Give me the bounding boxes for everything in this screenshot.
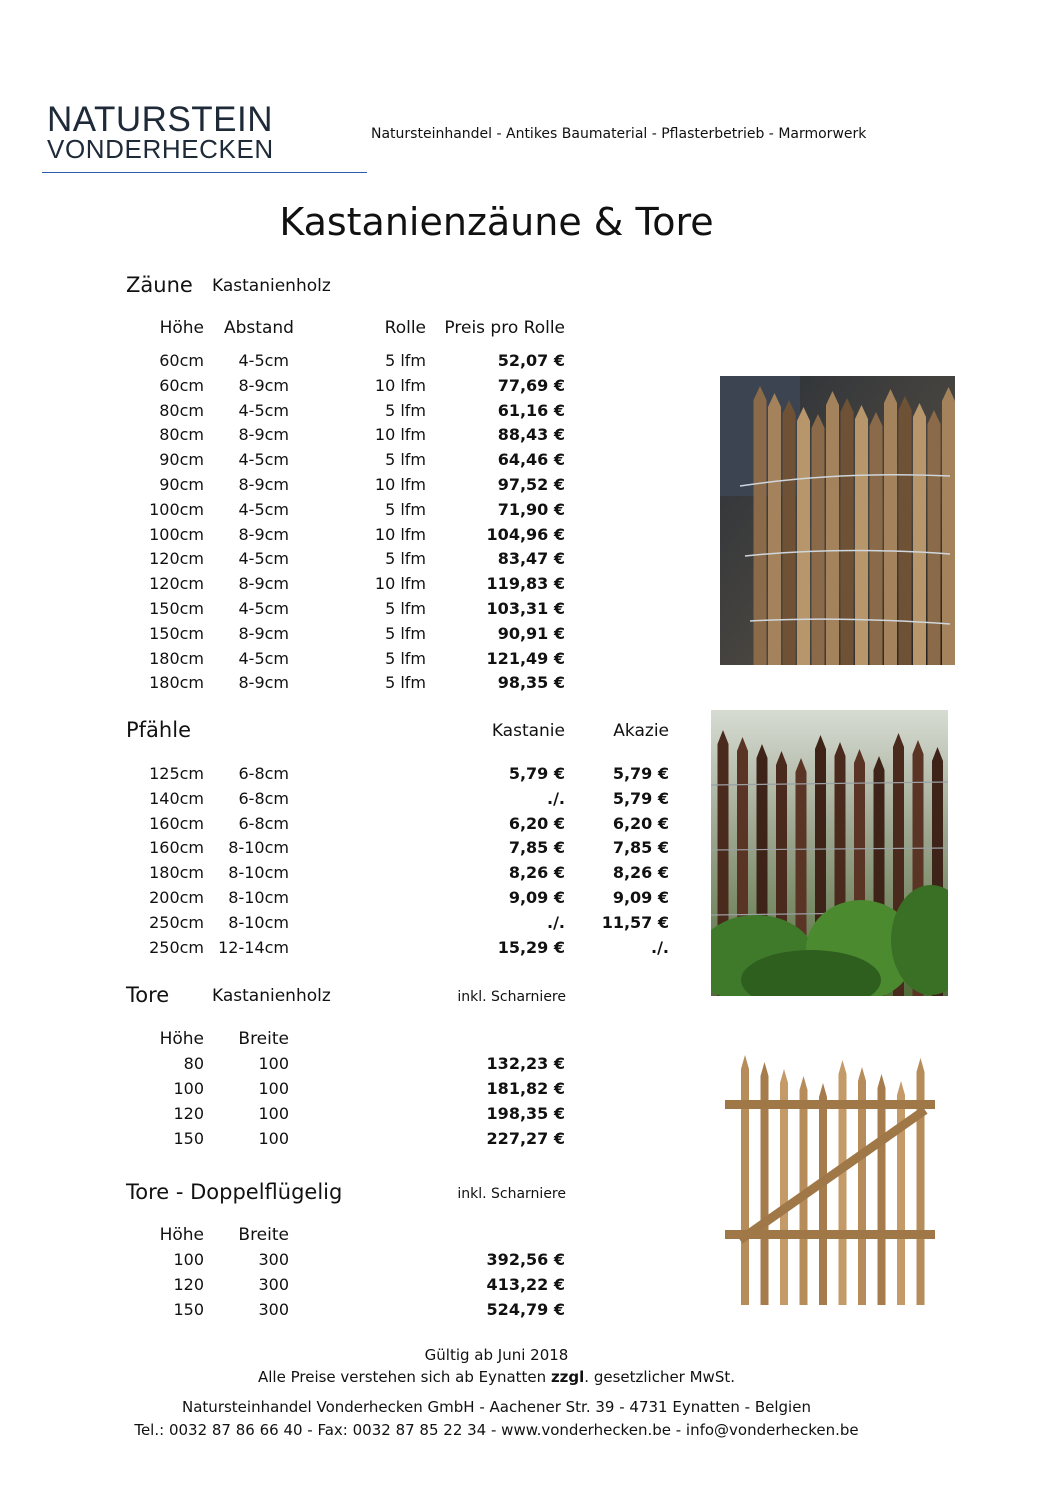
cell-hoehe: 100: [173, 1250, 204, 1269]
table-row: [0, 1104, 700, 1128]
cell-breite: 300: [258, 1300, 289, 1319]
cell-akazie: 5,79 €: [612, 788, 669, 808]
cell-kastanie: 15,29 €: [497, 937, 565, 957]
table-row: [0, 525, 700, 549]
section-title-tore: Tore: [126, 983, 170, 1007]
cell-rolle: 5 lfm: [385, 623, 426, 643]
cell-rolle: 10 lfm: [374, 425, 426, 445]
cell-abstand: 4-5cm: [238, 648, 289, 668]
table-row: [0, 500, 700, 524]
zaeune-header-row: [0, 318, 700, 342]
table-row: [0, 351, 700, 375]
cell-preis: 71,90 €: [497, 499, 565, 519]
cell-abstand: 8-9cm: [238, 673, 289, 693]
cell-durchmesser: 8-10cm: [228, 838, 289, 858]
cell-kastanie: ./.: [547, 788, 565, 808]
header-breite: Breite: [238, 1029, 289, 1049]
cell-preis: 61,16 €: [497, 400, 565, 420]
table-row: [0, 814, 700, 838]
header-preis: Preis pro Rolle: [444, 318, 565, 338]
photo-fence-rolls: [720, 376, 955, 665]
photo-gate: [720, 1050, 940, 1310]
section-title-pfaehle: Pfähle: [126, 718, 191, 742]
cell-hoehe: 90cm: [159, 450, 204, 470]
cell-preis: 198,35 €: [486, 1104, 565, 1123]
header-hoehe: Höhe: [159, 1225, 204, 1245]
cell-preis: 64,46 €: [497, 450, 565, 470]
cell-kastanie: 7,85 €: [508, 838, 565, 858]
cell-preis: 132,23 €: [486, 1054, 565, 1073]
cell-preis: 392,56 €: [486, 1250, 565, 1269]
cell-hoehe: 100: [173, 1079, 204, 1098]
table-row: [0, 376, 700, 400]
table-row: [0, 913, 700, 937]
cell-hoehe: 180cm: [149, 648, 204, 668]
section-subtitle-zaeune: Kastanienholz: [212, 276, 331, 296]
pfaehle-header-row: [0, 721, 700, 745]
cell-laenge: 160cm: [149, 838, 204, 858]
logo-underline: [42, 172, 367, 173]
cell-laenge: 250cm: [149, 937, 204, 957]
cell-akazie: 7,85 €: [612, 838, 669, 858]
cell-akazie: ./.: [651, 937, 669, 957]
cell-breite: 100: [258, 1054, 289, 1073]
cell-durchmesser: 8-10cm: [228, 912, 289, 932]
cell-preis: 121,49 €: [486, 648, 565, 668]
cell-hoehe: 100cm: [149, 524, 204, 544]
cell-laenge: 160cm: [149, 813, 204, 833]
cell-hoehe: 150cm: [149, 623, 204, 643]
cell-abstand: 8-9cm: [238, 375, 289, 395]
tore-doppel-note: inkl. Scharniere: [457, 1186, 566, 1202]
cell-durchmesser: 8-10cm: [228, 888, 289, 907]
cell-kastanie: 6,20 €: [508, 813, 565, 833]
section-subtitle-tore: Kastanienholz: [212, 986, 331, 1006]
footer-contact: Tel.: 0032 87 86 66 40 - Fax: 0032 87 85 22 34 - www.vonderhecken.be - info@vonderhecken.be: [134, 1421, 859, 1439]
page-title: Kastanienzäune & Tore: [279, 200, 714, 244]
cell-preis: 413,22 €: [486, 1275, 565, 1294]
cell-kastanie: 8,26 €: [508, 863, 565, 883]
table-row: [0, 574, 700, 598]
cell-breite: 300: [258, 1275, 289, 1294]
cell-hoehe: 120: [173, 1104, 204, 1123]
cell-rolle: 10 lfm: [374, 524, 426, 544]
table-row: [0, 863, 700, 887]
table-row: [0, 649, 700, 673]
header-hoehe: Höhe: [159, 318, 204, 338]
table-row: [0, 401, 700, 425]
header-akazie: Akazie: [613, 721, 669, 741]
cell-breite: 100: [258, 1129, 289, 1148]
cell-hoehe: 120cm: [149, 574, 204, 594]
table-row: [0, 624, 700, 648]
logo-vonderhecken: VONDERHECKEN: [47, 134, 274, 164]
cell-akazie: 5,79 €: [612, 764, 669, 783]
cell-hoehe: 100cm: [149, 499, 204, 519]
cell-rolle: 5 lfm: [385, 549, 426, 569]
cell-rolle: 5 lfm: [385, 599, 426, 618]
cell-breite: 100: [258, 1079, 289, 1098]
header-rolle: Rolle: [384, 318, 426, 338]
footer-company: Natursteinhandel Vonderhecken GmbH - Aachener Str. 39 - 4731 Eynatten - Belgien: [182, 1398, 811, 1416]
cell-abstand: 8-9cm: [238, 425, 289, 445]
cell-preis: 77,69 €: [497, 375, 565, 395]
table-row: [0, 1054, 700, 1078]
cell-rolle: 10 lfm: [374, 574, 426, 594]
table-row: [0, 1129, 700, 1153]
cell-akazie: 11,57 €: [601, 912, 669, 932]
cell-abstand: 4-5cm: [238, 599, 289, 618]
cell-abstand: 4-5cm: [238, 351, 289, 370]
cell-rolle: 10 lfm: [374, 375, 426, 395]
cell-hoehe: 120cm: [149, 549, 204, 569]
cell-hoehe: 80: [183, 1054, 204, 1073]
table-row: [0, 475, 700, 499]
cell-kastanie: ./.: [547, 912, 565, 932]
cell-kastanie: 9,09 €: [508, 888, 565, 907]
cell-rolle: 10 lfm: [374, 475, 426, 494]
section-title-zaeune: Zäune: [126, 273, 193, 297]
cell-abstand: 8-9cm: [238, 574, 289, 594]
cell-akazie: 6,20 €: [612, 813, 669, 833]
cell-preis: 181,82 €: [486, 1079, 565, 1098]
header-kastanie: Kastanie: [491, 721, 565, 741]
cell-breite: 300: [258, 1250, 289, 1269]
cell-abstand: 4-5cm: [238, 499, 289, 519]
cell-preis: 524,79 €: [486, 1300, 565, 1319]
tore-doppel-header-row: [0, 1225, 700, 1249]
table-row: [0, 1250, 700, 1274]
cell-preis: 119,83 €: [486, 574, 565, 594]
photo-fence-garden: [711, 710, 948, 996]
cell-rolle: 5 lfm: [385, 351, 426, 370]
table-row: [0, 1079, 700, 1103]
header-breite: Breite: [238, 1225, 289, 1245]
cell-abstand: 4-5cm: [238, 549, 289, 569]
cell-hoehe: 90cm: [159, 475, 204, 494]
cell-hoehe: 60cm: [159, 351, 204, 370]
cell-durchmesser: 6-8cm: [238, 764, 289, 783]
section-title-tore-doppel: Tore - Doppelflügelig: [126, 1180, 343, 1204]
cell-hoehe: 150cm: [149, 599, 204, 618]
cell-akazie: 8,26 €: [612, 863, 669, 883]
tore-note: inkl. Scharniere: [457, 989, 566, 1005]
cell-breite: 100: [258, 1104, 289, 1123]
cell-hoehe: 80cm: [159, 400, 204, 420]
cell-laenge: 250cm: [149, 912, 204, 932]
cell-hoehe: 60cm: [159, 375, 204, 395]
cell-preis: 90,91 €: [497, 623, 565, 643]
prices-note-zzgl: zzgl: [550, 1368, 585, 1386]
table-row: [0, 425, 700, 449]
table-row: [0, 673, 700, 697]
cell-durchmesser: 12-14cm: [218, 937, 289, 957]
footer-prices-note: [0, 1368, 993, 1386]
table-row: [0, 1275, 700, 1299]
cell-abstand: 8-9cm: [238, 475, 289, 494]
header-abstand: Abstand: [224, 318, 294, 338]
cell-kastanie: 5,79 €: [508, 764, 565, 783]
cell-preis: 98,35 €: [497, 673, 565, 693]
cell-laenge: 200cm: [149, 888, 204, 907]
cell-preis: 88,43 €: [497, 425, 565, 445]
cell-laenge: 125cm: [149, 764, 204, 783]
table-row: [0, 938, 700, 962]
cell-rolle: 5 lfm: [385, 400, 426, 420]
cell-preis: 104,96 €: [486, 524, 565, 544]
tore-header-row: [0, 1029, 700, 1053]
cell-preis: 97,52 €: [497, 475, 565, 494]
cell-durchmesser: 6-8cm: [238, 788, 289, 808]
table-row: [0, 1300, 700, 1324]
cell-rolle: 5 lfm: [385, 648, 426, 668]
cell-abstand: 4-5cm: [238, 400, 289, 420]
logo-naturstein: NATURSTEIN: [47, 100, 274, 139]
cell-abstand: 4-5cm: [238, 450, 289, 470]
cell-preis: 103,31 €: [486, 599, 565, 618]
table-row: [0, 599, 700, 623]
cell-durchmesser: 6-8cm: [238, 813, 289, 833]
cell-hoehe: 120: [173, 1275, 204, 1294]
cell-rolle: 5 lfm: [385, 450, 426, 470]
cell-hoehe: 180cm: [149, 673, 204, 693]
cell-abstand: 8-9cm: [238, 623, 289, 643]
cell-durchmesser: 8-10cm: [228, 863, 289, 883]
table-row: [0, 549, 700, 573]
cell-rolle: 5 lfm: [385, 499, 426, 519]
table-row: [0, 888, 700, 912]
cell-hoehe: 80cm: [159, 425, 204, 445]
cell-preis: 227,27 €: [486, 1129, 565, 1148]
company-tagline: Natursteinhandel - Antikes Baumaterial - Pflasterbetrieb - Marmorwerk: [371, 126, 867, 142]
table-row: [0, 450, 700, 474]
cell-laenge: 180cm: [149, 863, 204, 883]
table-row: [0, 789, 700, 813]
table-row: [0, 838, 700, 862]
cell-hoehe: 150: [173, 1300, 204, 1319]
cell-laenge: 140cm: [149, 788, 204, 808]
cell-hoehe: 150: [173, 1129, 204, 1148]
header-hoehe: Höhe: [159, 1029, 204, 1049]
cell-akazie: 9,09 €: [612, 888, 669, 907]
cell-preis: 52,07 €: [497, 351, 565, 370]
footer-valid-from: Gültig ab Juni 2018: [424, 1346, 569, 1364]
table-row: [0, 764, 700, 788]
cell-preis: 83,47 €: [497, 549, 565, 569]
cell-abstand: 8-9cm: [238, 524, 289, 544]
cell-rolle: 5 lfm: [385, 673, 426, 693]
prices-note-prefix: Alle Preise verstehen sich ab Eynatten: [258, 1368, 551, 1386]
prices-note-suffix: . gesetzlicher MwSt.: [584, 1368, 735, 1386]
